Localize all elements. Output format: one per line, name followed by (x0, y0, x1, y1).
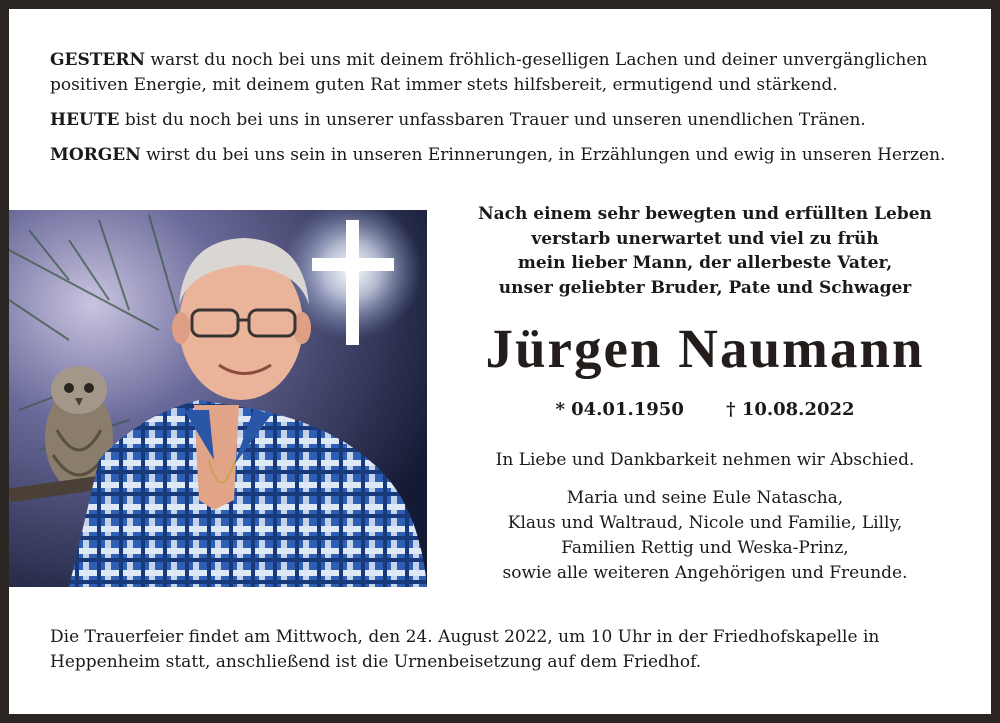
intro-paragraph-gestern (50, 48, 960, 98)
mourner-line: Klaus und Waltraud, Nicole und Familie, Lilly, (507, 513, 903, 533)
intro-sentence: bist du noch bei uns in unserer unfassbaren Trauer und unseren unendlichen Tränen. (119, 110, 866, 130)
intro-paragraph-heute (50, 108, 960, 133)
intro-keyword: MORGEN (50, 145, 141, 165)
intro-text (50, 48, 960, 178)
mourner-line: Maria und seine Eule Natascha, (566, 488, 844, 508)
lead-line: Nach einem sehr bewegten und erfüllten Leben (478, 204, 932, 224)
intro-keyword: GESTERN (50, 50, 146, 70)
birth-date: * 04.01.1950 (555, 399, 684, 420)
mourner-line: Familien Rettig und Weska-Prinz, (561, 538, 849, 558)
mourners-list (440, 486, 970, 586)
intro-keyword: HEUTE (50, 110, 120, 130)
lead-line: mein lieber Mann, der allerbeste Vater, (517, 253, 893, 273)
announcement-block (440, 202, 970, 586)
portrait-photo (9, 210, 427, 587)
intro-sentence: wirst du bei uns sein in unseren Erinnerungen, in Erzählungen und ewig in unseren Herzen. (140, 145, 946, 165)
intro-paragraph-morgen (50, 143, 960, 168)
farewell-line: In Liebe und Dankbarkeit nehmen wir Abschied. (495, 450, 915, 470)
deceased-name: Jürgen Naumann (485, 318, 925, 379)
lead-line: verstarb unerwartet und viel zu früh (531, 228, 879, 249)
mourner-line: sowie alle weiteren Angehörigen und Freunde. (502, 563, 908, 583)
funeral-info: Die Trauerfeier findet am Mittwoch, den 24. August 2022, um 10 Uhr in der Friedhofskapelle in Heppenheim statt, anschließend ist die Urnenbeisetzung auf dem Friedhof. (50, 627, 880, 672)
death-date: † 10.08.2022 (726, 399, 855, 420)
lead-line: unser geliebter Bruder, Pate und Schwager (498, 277, 912, 298)
intro-sentence: warst du noch bei uns mit deinem fröhlich-geselligen Lachen und deiner unvergänglichen positiven Energie, mit deinem guten Rat immer stets hilfsbereit, ermutigend und stärkend. (50, 50, 928, 95)
announcement-lead (440, 202, 970, 300)
life-dates (440, 398, 970, 422)
